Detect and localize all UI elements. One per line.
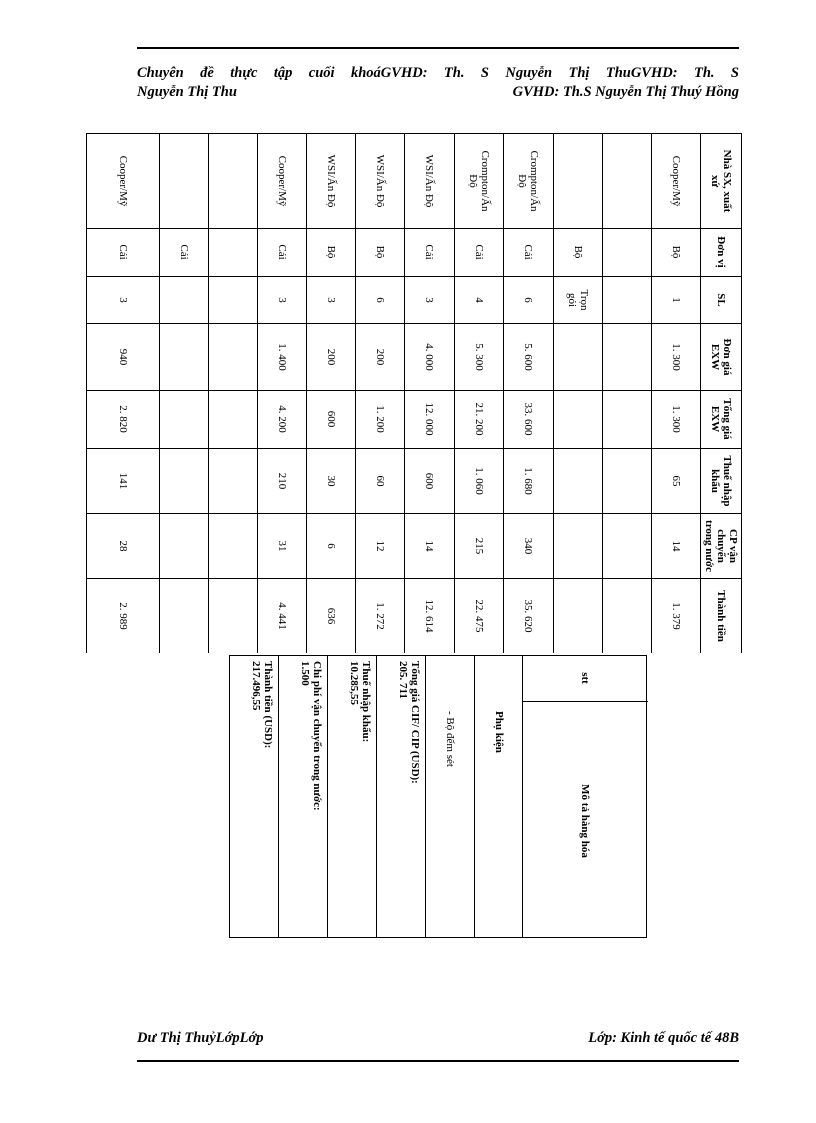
table-cell-transport: 6 <box>324 542 337 549</box>
table-cell-unit-price: 940 <box>116 348 129 365</box>
summary-amount-label: Thành tiền (USD): <box>262 661 274 749</box>
table-cell-transport: 14 <box>423 540 435 551</box>
table-cell-amount: 636 <box>324 607 337 624</box>
footer-left: Dư Thị ThuỷLớpLớp <box>137 1030 264 1046</box>
table-cell-total-price: 2. 820 <box>116 405 129 433</box>
header-line-1: Chuyên đề thực tập cuối khoáGVHD: Th. S Nguyễn Thị ThuGVHD: Th. S <box>137 65 739 81</box>
table-cell-total-price: 4. 200 <box>275 405 288 433</box>
table-cell-import-tax: 210 <box>275 472 288 489</box>
table-cell-origin: Cooper/Mỹ <box>116 155 129 206</box>
table-cell-import-tax: 141 <box>116 472 129 489</box>
summary-transport-value: 1.500 <box>299 661 311 686</box>
table-cell-import-tax: 1. 680 <box>522 466 534 495</box>
table-cell-amount: 22. 475 <box>472 599 485 632</box>
table-cell-qty: 3 <box>324 296 337 303</box>
table-cell-qty: 3 <box>275 296 288 303</box>
table-cell-import-tax: 30 <box>324 475 337 486</box>
table-cell-amount: 4. 441 <box>275 601 288 630</box>
table-cell-import-tax: 65 <box>669 475 682 486</box>
header-rule <box>137 47 739 49</box>
table-cell-amount: 35. 620 <box>522 599 534 632</box>
table-cell-qty: 1 <box>669 296 682 303</box>
table-cell-unit-price: 5. 600 <box>522 342 534 371</box>
table-cell-unit: Bộ <box>571 245 584 259</box>
table-cell-qty: 6 <box>522 296 534 303</box>
footer-right: Lớp: Kinh tế quốc tế 48B <box>588 1030 739 1046</box>
table-cell-unit: Bộ <box>373 245 386 259</box>
summary-desc-header: Mô tả hàng hóa <box>579 784 591 858</box>
table-cell-transport: 31 <box>275 540 288 551</box>
table-cell-transport: 215 <box>472 537 485 554</box>
table-cell-unit-price: 4. 000 <box>423 342 435 371</box>
table-cell-total-price: 12. 000 <box>423 402 435 436</box>
goods-detail-table <box>86 133 741 653</box>
header-total-price: Tổng giá EXW <box>708 398 733 440</box>
summary-import-tax-value: 10.285,55 <box>348 661 360 705</box>
table-cell-total-price: 21. 200 <box>472 402 485 436</box>
header-line-2-left: Nguyễn Thị Thu <box>137 84 237 100</box>
table-cell-total-price: 1. 300 <box>669 405 682 433</box>
table-cell-origin: WSI/Ấn Độ <box>373 154 386 207</box>
table-cell-origin: WSI/Ấn Độ <box>423 154 435 207</box>
table-cell-unit: Bộ <box>324 245 337 259</box>
summary-accessory: Phụ kiện <box>493 711 505 753</box>
table-cell-total-price: 33. 600 <box>522 402 534 436</box>
header-amount: Thành tiền <box>714 589 727 642</box>
header-transport: CP vận chuyển trong nước <box>702 519 739 572</box>
header-import-tax: Thuế nhập khẩu <box>708 454 733 507</box>
table-cell-qty: Trọn gói <box>565 289 590 310</box>
table-cell-unit: Cái <box>275 244 288 260</box>
table-cell-unit-price: 200 <box>373 348 386 365</box>
table-cell-amount: 12. 614 <box>423 599 435 632</box>
table-cell-total-price: 600 <box>324 410 337 428</box>
table-cell-import-tax: 1. 060 <box>472 466 485 495</box>
page-footer <box>137 1030 739 1047</box>
table-cell-transport: 340 <box>522 537 534 554</box>
summary-item: - Bộ đếm sét <box>444 711 456 767</box>
header-line-2-right: GVHD: Th.S Nguyễn Thị Thuý Hồng <box>512 84 739 100</box>
table-cell-qty: 6 <box>373 296 386 303</box>
table-cell-unit-price: 5. 300 <box>472 342 485 371</box>
table-cell-unit-price: 1. 300 <box>669 342 682 371</box>
table-cell-total-price: 1. 200 <box>373 405 386 433</box>
header-unit: Đơn vị <box>714 236 727 268</box>
header-origin: Nhà SX, xuất xứ <box>708 149 733 212</box>
header-unit-price: Đơn giá EXW <box>708 338 733 375</box>
page-header <box>137 64 739 102</box>
table-cell-origin: Cooper/Mỹ <box>669 155 682 206</box>
table-cell-qty: 3 <box>116 296 129 303</box>
table-cell-unit-price: 200 <box>324 348 337 365</box>
table-cell-unit-price: 1. 400 <box>275 342 288 371</box>
table-cell-origin: Crompton/Ấn Độ <box>516 149 540 212</box>
table-cell-origin: Crompton/Ấn Độ <box>466 149 491 212</box>
table-cell-qty: 3 <box>423 296 435 303</box>
summary-transport-label: Chi phí vận chuyển trong nước: <box>311 661 323 811</box>
header-line-2 <box>137 83 739 102</box>
table-cell-transport: 28 <box>116 540 129 551</box>
summary-import-tax-label: Thuế nhập khẩu: <box>360 661 372 743</box>
table-cell-unit: Cái <box>522 244 534 260</box>
table-cell-unit: Bộ <box>669 245 682 259</box>
table-cell-origin: Cooper/Mỹ <box>275 155 288 206</box>
summary-cif-label: Tổng giá CIF/ CIP (USD): <box>409 661 421 784</box>
table-cell-import-tax: 60 <box>373 475 386 486</box>
table-cell-unit: Cái <box>116 244 129 260</box>
table-cell-import-tax: 600 <box>423 472 435 489</box>
table-cell-unit: Cái <box>423 244 435 260</box>
table-cell-origin: WSI/Ấn Độ <box>324 154 337 207</box>
footer-rule <box>137 1060 739 1062</box>
table-cell-unit: Cái <box>177 244 190 260</box>
table-cell-amount: 2. 989 <box>116 601 129 630</box>
table-cell-transport: 12 <box>373 540 386 551</box>
table-cell-transport: 14 <box>669 540 682 551</box>
summary-cif-value: 205. 711 <box>397 661 409 699</box>
header-qty: SL <box>714 292 727 307</box>
table-cell-amount: 1. 379 <box>669 601 682 630</box>
table-cell-amount: 1. 272 <box>373 601 386 630</box>
table-cell-unit: Cái <box>472 244 485 260</box>
summary-stt-header: stt <box>579 672 591 684</box>
summary-amount-value: 217.496,55 <box>250 661 262 711</box>
table-cell-qty: 4 <box>472 296 485 303</box>
summary-table <box>229 655 647 938</box>
